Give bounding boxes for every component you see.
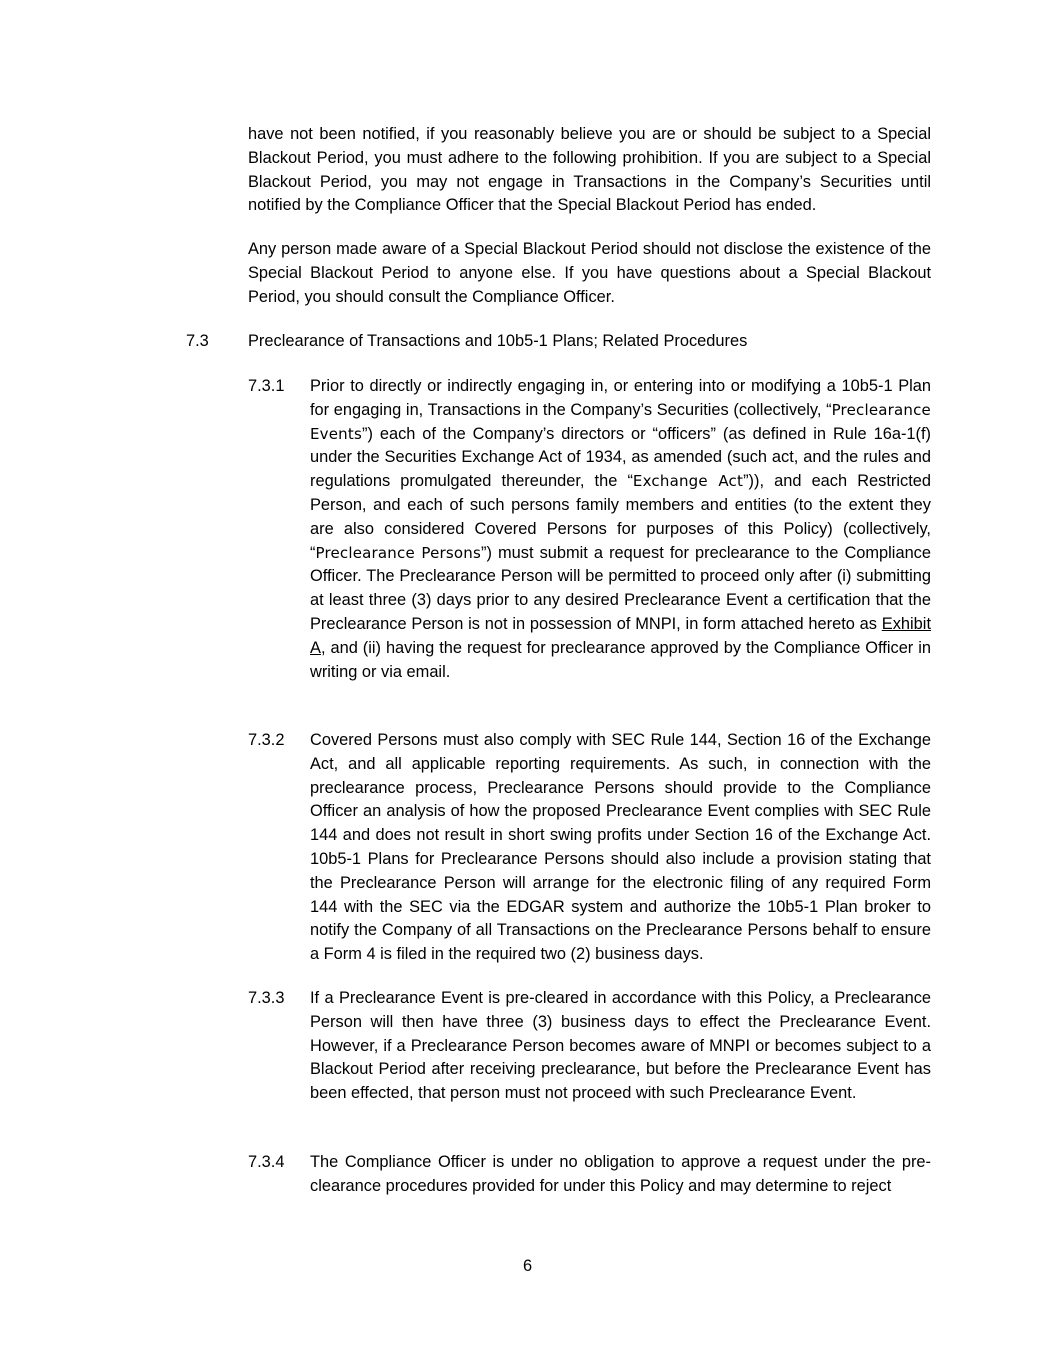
section-number: 7.3 xyxy=(186,332,209,350)
section-title: Preclearance of Transactions and 10b5-1 Plans; Related Procedures xyxy=(248,332,748,350)
exhibit-a-link[interactable]: Exhibit A xyxy=(310,614,931,657)
text-run: , and (ii) having the request for preclearance approved by the Compliance Officer in writing or via email. xyxy=(310,638,931,681)
subsection-number: 7.3.2 xyxy=(248,731,285,749)
subsection-text: If a Preclearance Event is pre-cleared in accordance with this Policy, a Preclearance Person will then have three (3) business days to effect the Preclearance Event. However, if a Preclearance Person becomes aware of MNPI or becomes subject to a Blackout Period after receiving preclearance, but before the Preclearance Event has been effected, that person must not proceed with such Preclearance Event. xyxy=(310,989,931,1103)
page-number: 6 xyxy=(522,1257,533,1275)
subsection-number: 7.3.4 xyxy=(248,1153,285,1171)
subsection-7-3-4 xyxy=(248,1151,931,1199)
subsection-7-3-3 xyxy=(248,987,931,1106)
subsection-number: 7.3.1 xyxy=(248,377,285,395)
subsection-7-3-1 xyxy=(248,375,931,684)
defined-term-preclearance-events: Preclearance Events xyxy=(310,400,931,443)
text-run: ”)), and each Restricted Person, and each of such persons family members and entities (to the extent they are also considered Covered Persons for purposes of this Policy) (collectively, “ xyxy=(310,472,932,562)
subsection-text: The Compliance Officer is under no obligation to approve a request under the pre-clearance procedures provided for under this Policy and may determine to reject xyxy=(310,1153,931,1195)
defined-term-exchange-act: Exchange Act xyxy=(632,472,744,491)
defined-term-preclearance-persons: Preclearance Persons xyxy=(315,543,481,562)
subsection-7-3-2 xyxy=(248,729,931,967)
paragraph-special-blackout-prohibition: have not been notified, if you reasonably believe you are or should be subject to a Special Blackout Period, you must adhere to the following prohibition. If you are subject to a Special Blackout Period, you may not engage in Transactions in the Company’s Securities until notified by the Compliance Officer that the Special Blackout Period has ended. xyxy=(248,125,931,215)
subsection-text: Covered Persons must also comply with SEC Rule 144, Section 16 of the Exchange Act, and all applicable reporting requirements. As such, in connection with the preclearance process, Preclearance Persons should provide to the Compliance Officer an analysis of how the proposed Preclearance Event complies with SEC Rule 144 and does not result in short swing profits under Section 16 of the Exchange Act. 10b5-1 Plans for Preclearance Persons should also include a provision stating that the Preclearance Person will arrange for the electronic filing of any required Form 144 with the SEC via the EDGAR system and authorize the 10b5-1 Plan broker to notify the Company of all Transactions on the Preclearance Persons behalf to ensure a Form 4 is filed in the required two (2) business days. xyxy=(310,731,931,964)
text-run: Prior to directly or indirectly engaging in, or entering into or modifying a 10b5-1 Plan for engaging in, Transactions in the Company’s Securities (collectively, “ xyxy=(310,377,931,419)
subsection-number: 7.3.3 xyxy=(248,989,285,1007)
paragraph-special-blackout-disclosure: Any person made aware of a Special Blackout Period should not disclose the existence of the Special Blackout Period to anyone else. If you have questions about a Special Blackout Period, you should consult the Compliance Officer. xyxy=(248,240,931,306)
text-run: ”) must submit a request for preclearance to the Compliance Officer. The Preclearance Person will be permitted to proceed only after (i) submitting at least three (3) days prior to any desired Preclearance Event a certification that the Preclearance Person is not in possession of MNPI, in form attached hereto as xyxy=(310,543,931,633)
section-heading-7-3 xyxy=(186,330,931,354)
subsection-text xyxy=(310,375,931,684)
text-run: ”) each of the Company’s directors or “officers” (as defined in Rule 16a-1(f) under the Securities Exchange Act of 1934, as amended (such act, and the rules and regulations promulgated thereunder, the “ xyxy=(310,424,931,491)
